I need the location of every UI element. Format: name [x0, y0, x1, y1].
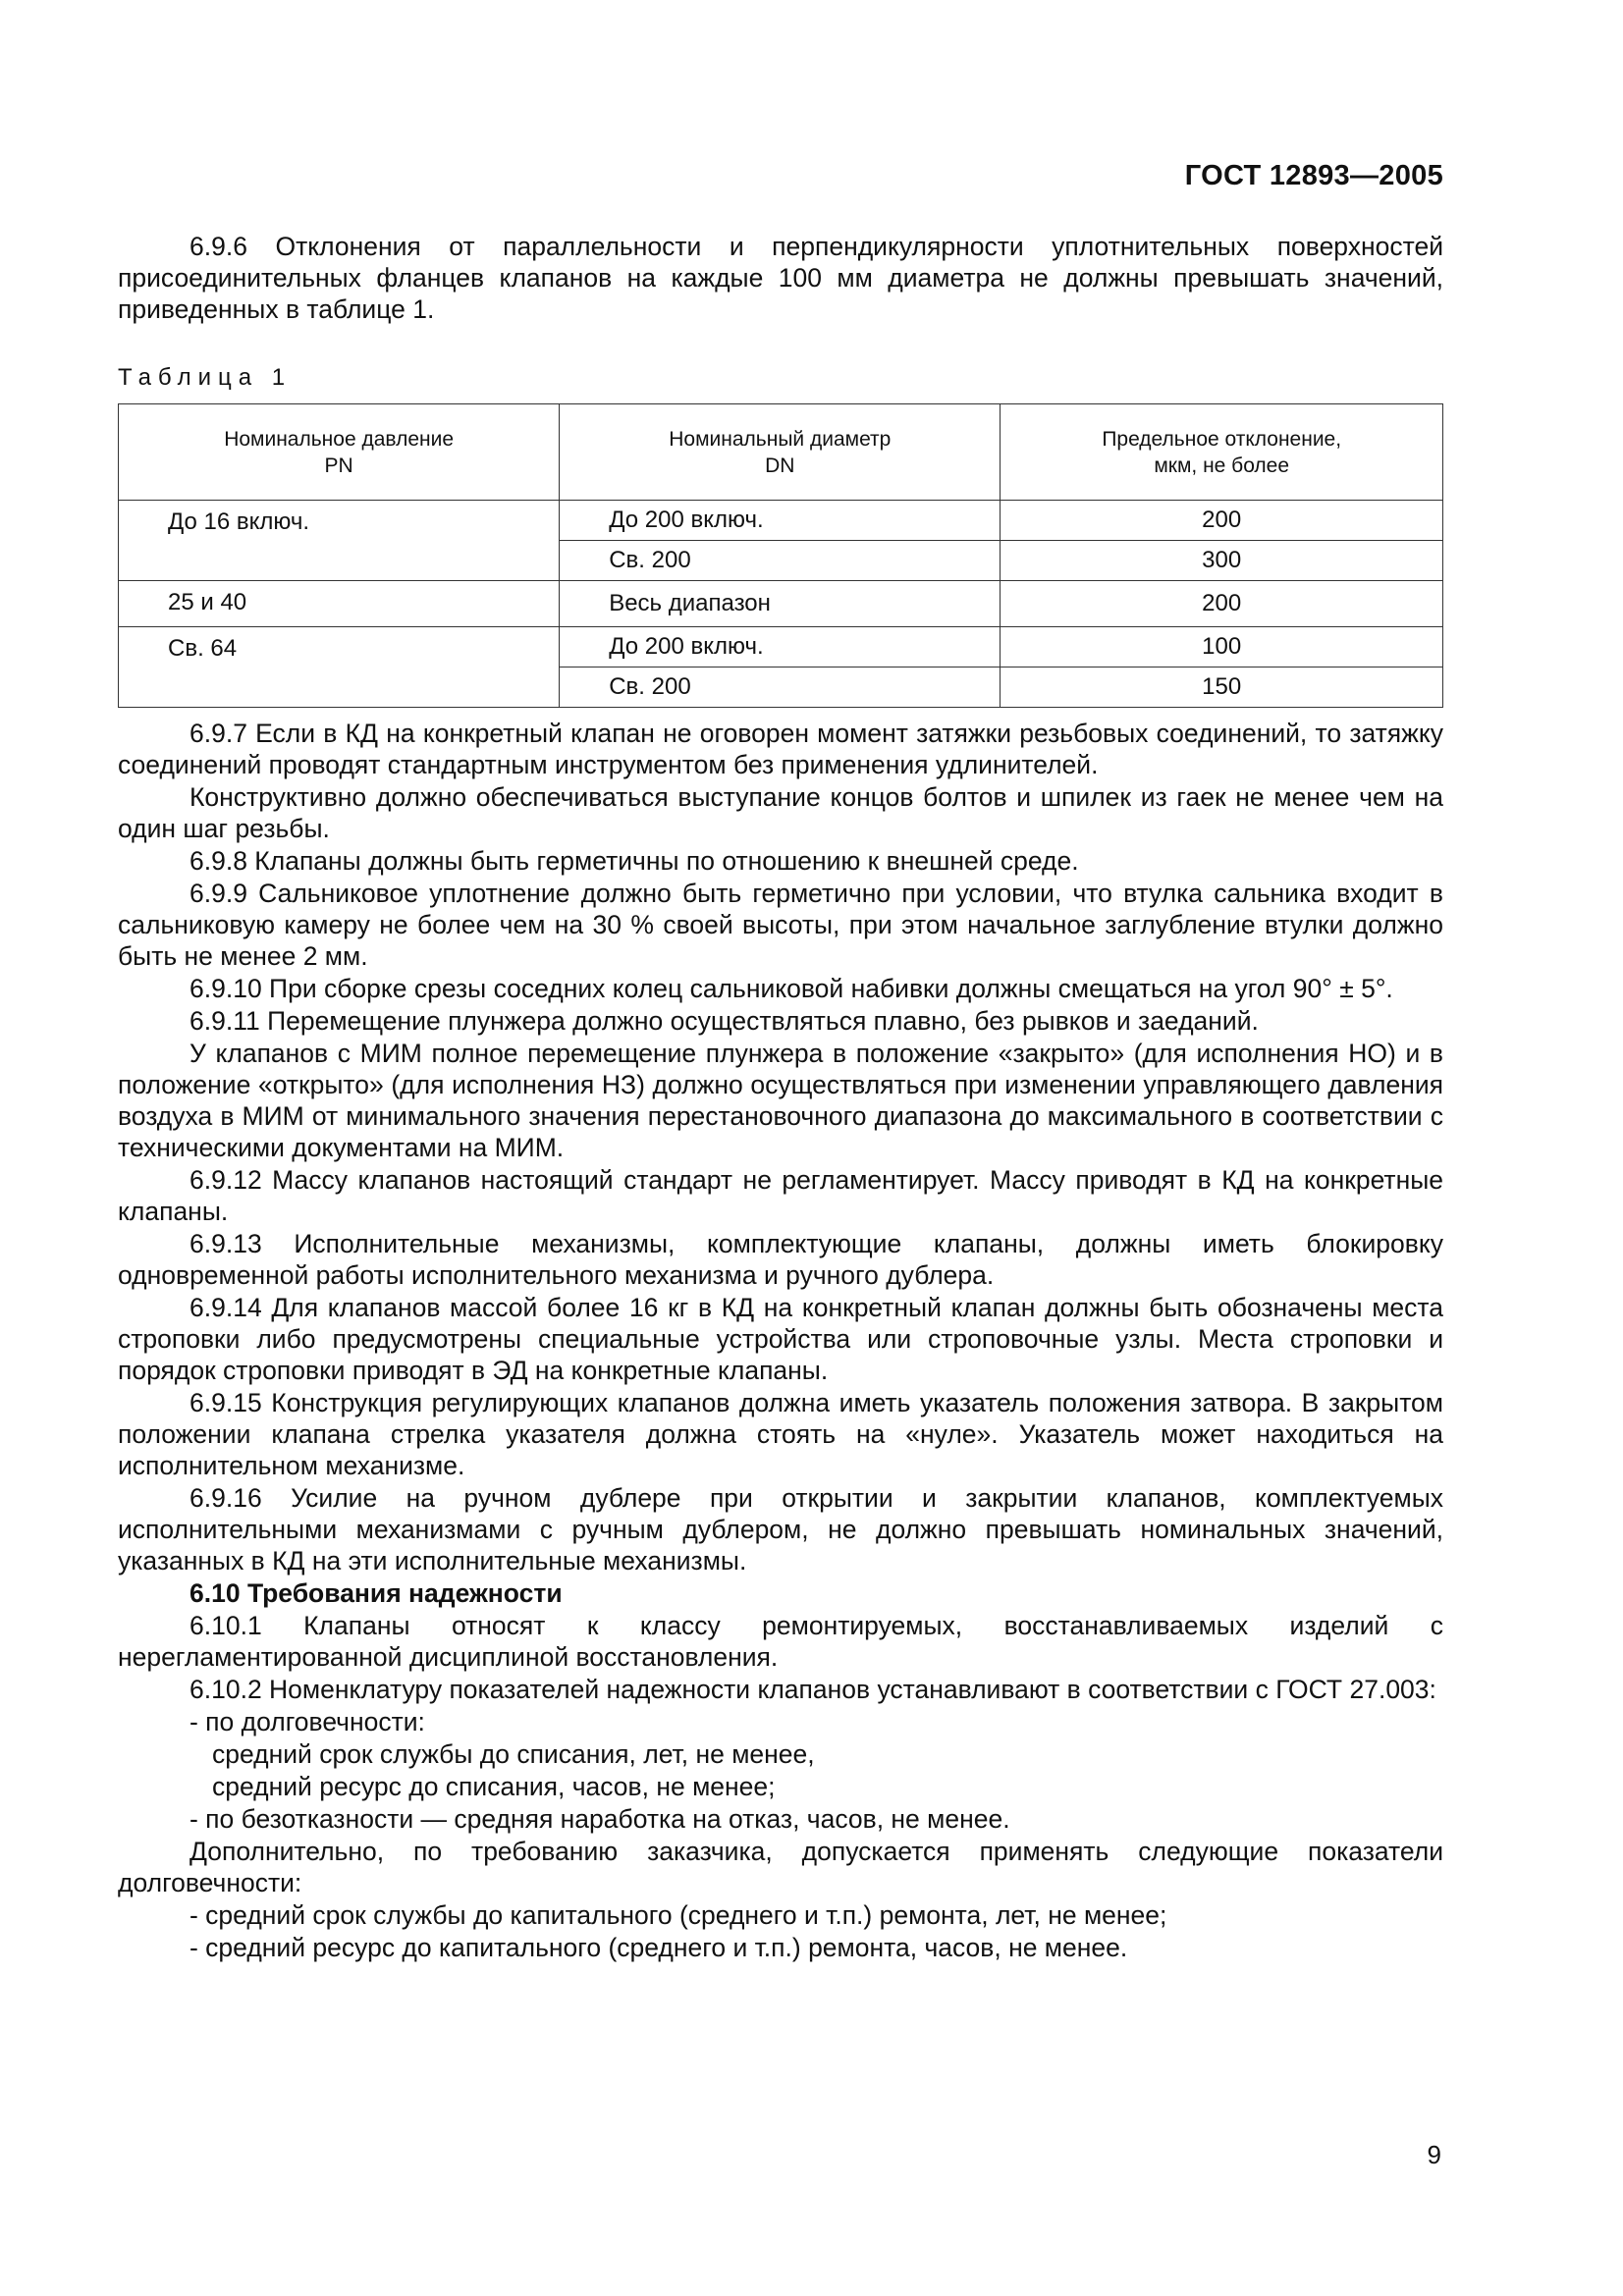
list-item: - средний срок службы до капитального (среднего и т.п.) ремонта, лет, не менее;: [189, 1900, 1167, 1930]
cell-deviation: 200: [1001, 581, 1443, 627]
paragraph-6-9-6: 6.9.6 Отклонения от параллельности и перпендикулярности уплотнительных поверхностей присоединительных фланцев клапанов на каждые 100 мм диаметра не должны превышать значений, приведенных в таблице 1.: [118, 232, 1443, 324]
paragraph-6-9-7-continued: Конструктивно должно обеспечиваться выступание концов болтов и шпилек из гаек не менее чем на один шаг резьбы.: [118, 782, 1443, 843]
header-dev-line1: Предельное отклонение,: [1102, 427, 1342, 451]
table-1: [118, 403, 1443, 708]
cell-deviation: 200: [1001, 501, 1443, 541]
header-dn-line1: Номинальный диаметр: [669, 427, 892, 451]
paragraph-6-9-11-continued: У клапанов с МИМ полное перемещение плунжера в положение «закрыто» (для исполнения НО) и в положение «открыто» (для исполнения НЗ) должно осуществляться при изменении управляющего давления воздуха в МИМ от минимального значения перестановочного диапазона до максимального в соответствии с техническими документами на МИМ.: [118, 1039, 1443, 1162]
header-nominal-pressure: [119, 404, 560, 501]
cell-pn: Св. 64: [119, 627, 560, 708]
paragraph-6-9-15: 6.9.15 Конструкция регулирующих клапанов должна иметь указатель положения затвора. В закрытом положении клапана стрелка указателя должна стоять на «нуле». Указатель может находиться на исполнительном механизме.: [118, 1388, 1443, 1480]
paragraph-6-10-1: 6.10.1 Клапаны относят к классу ремонтируемых, восстанавливаемых изделий с нерегламентированной дисциплиной восстановления.: [118, 1611, 1443, 1672]
table-row: [119, 627, 1443, 667]
table-row: [119, 581, 1443, 627]
header-pn-line2: PN: [324, 454, 353, 477]
header-dev-line2: мкм, не более: [1154, 454, 1290, 477]
cell-deviation: 100: [1001, 627, 1443, 667]
paragraph-6-10-2: 6.10.2 Номенклатуру показателей надежности клапанов устанавливают в соответствии с ГОСТ 27.003:: [189, 1675, 1436, 1704]
list-item: средний срок службы до списания, лет, не менее,: [212, 1739, 815, 1769]
section-heading-6-10: 6.10 Требования надежности: [189, 1578, 563, 1608]
header-dn-line2: DN: [765, 454, 795, 477]
header-pn-line1: Номинальное давление: [224, 427, 455, 451]
page-number: 9: [1427, 2140, 1441, 2169]
document-header: ГОСТ 12893—2005: [1184, 160, 1443, 191]
list-item: средний ресурс до списания, часов, не менее;: [212, 1772, 776, 1801]
header-limit-deviation: [1001, 404, 1443, 501]
paragraph-6-9-11: 6.9.11 Перемещение плунжера должно осуществляться плавно, без рывков и заеданий.: [189, 1006, 1259, 1036]
list-item: - по безотказности — средняя наработка на отказ, часов, не менее.: [189, 1804, 1010, 1834]
paragraph-6-9-9: 6.9.9 Сальниковое уплотнение должно быть герметично при условии, что втулка сальника входит в сальниковую камеру не более чем на 30 % своей высоты, при этом начальное заглубление втулки должно быть не менее 2 мм.: [118, 879, 1443, 971]
document-body: [118, 231, 1443, 1964]
paragraph-6-9-13: 6.9.13 Исполнительные механизмы, комплектующие клапаны, должны иметь блокировку одновременной работы исполнительного механизма и ручного дублера.: [118, 1229, 1443, 1290]
table-caption: Таблица 1: [118, 364, 293, 391]
paragraph-6-9-8: 6.9.8 Клапаны должны быть герметичны по отношению к внешней среде.: [189, 846, 1079, 876]
cell-dn: До 200 включ.: [560, 627, 1001, 667]
table-row: [119, 501, 1443, 541]
cell-dn: До 200 включ.: [560, 501, 1001, 541]
cell-pn: До 16 включ.: [119, 501, 560, 581]
table-header-row: [119, 404, 1443, 501]
cell-deviation: 300: [1001, 541, 1443, 581]
list-item: - средний ресурс до капитального (среднего и т.п.) ремонта, часов, не менее.: [189, 1933, 1128, 1962]
cell-dn: Св. 200: [560, 667, 1001, 708]
paragraph-6-9-7: 6.9.7 Если в КД на конкретный клапан не оговорен момент затяжки резьбовых соединений, то затяжку соединений проводят стандартным инструментом без применения удлинителей.: [118, 719, 1443, 779]
cell-dn: Весь диапазон: [560, 581, 1001, 627]
cell-pn: 25 и 40: [119, 581, 560, 627]
paragraph-6-9-12: 6.9.12 Массу клапанов настоящий стандарт не регламентирует. Массу приводят в КД на конкретные клапаны.: [118, 1165, 1443, 1226]
paragraph-6-9-10: 6.9.10 При сборке срезы соседних колец сальниковой набивки должны смещаться на угол 90° ± 5°.: [189, 974, 1393, 1003]
header-nominal-diameter: [560, 404, 1001, 501]
paragraph-6-9-16: 6.9.16 Усилие на ручном дублере при открытии и закрытии клапанов, комплектуемых исполнительными механизмами с ручным дублером, не должно превышать номинальных значений, указанных в КД на эти исполнительные механизмы.: [118, 1483, 1443, 1575]
list-item: - по долговечности:: [189, 1707, 425, 1736]
paragraph-6-9-14: 6.9.14 Для клапанов массой более 16 кг в КД на конкретный клапан должны быть обозначены места строповки либо предусмотрены специальные устройства или строповочные узлы. Места строповки и порядок строповки приводят в ЭД на конкретные клапаны.: [118, 1293, 1443, 1385]
paragraph-additional-indicators: Дополнительно, по требованию заказчика, допускается применять следующие показатели долговечности:: [118, 1837, 1443, 1897]
cell-dn: Св. 200: [560, 541, 1001, 581]
cell-deviation: 150: [1001, 667, 1443, 708]
